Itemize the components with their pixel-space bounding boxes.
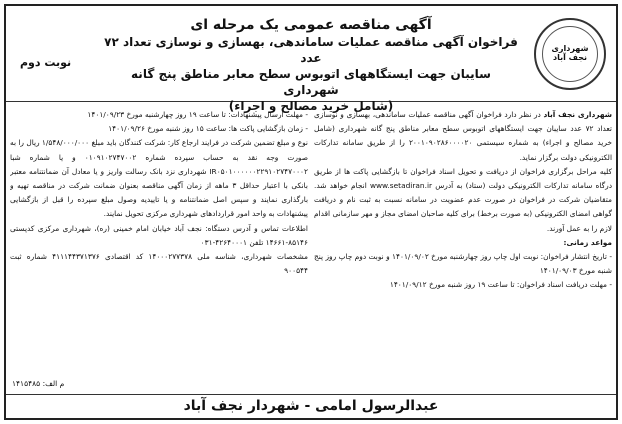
reference-number: م الف: ۱۴۱۵۴۸۵ [12, 379, 65, 388]
municipality-ids: مشخصات شهرداری، شناسه ملی ۱۴۰۰۰۲۷۷۳۷۸ کد اقتصادی ۴۱۱۱۴۴۳۷۱۳۷۶ شماره ثبت ۹۰۰۵۴۴ [10, 252, 308, 276]
intro-text: در نظر دارد فراخوان آگهی مناقصه عملیات ساماندهی، بهسازی و نوسازی تعداد ۷۲ عدد سایبان جهت ایستگاههای اتوبوس سطح معابر مناطق پنج گانه شهرداری (شامل خرید مصالح و اجراء) به شماره سیستمی ۲۰۰۱۰۹۰۲۸۶۰۰۰۰۲۰ را از طریق سامانه تدارکات الکترونیکی دولت برگزار نماید. [314, 110, 612, 162]
intro-paragraph [314, 108, 612, 165]
ad-title: آگهی مناقصه عمومی یک مرحله ای [190, 17, 432, 33]
municipality-name: شهرداری نجف آباد [543, 110, 612, 119]
ad-subtitle-3: (شامل خرید مصالح و اجراء) [228, 99, 394, 113]
submission-deadline: - مهلت ارسال پیشنهادات: تا ساعت ۱۹ روز چهارشنبه مورخ ۱۴۰۱/۰۹/۲۳ [87, 110, 308, 119]
publish-date: - تاریخ انتشار فراخوان: نوبت اول چاپ روز چهارشنبه مورخ ۱۴۰۱/۰۹/۰۲ و نوبت دوم چاپ روز پنج شنبه مورخ ۱۴۰۱/۰۹/۰۳ [314, 252, 612, 276]
publication-round-badge: نوبت دوم [20, 56, 72, 69]
deadlines-heading: مواعد زمانی: [563, 237, 612, 247]
process-paragraph: کلیه مراحل برگزاری فراخوان از دریافت و تحویل اسناد فراخوان تا بازگشایی پاکت ها از طریق درگاه سامانه تدارکات الکترونیکی دولت (ستاد) به آدرس www.setadiran.ir انجام خواهد شد. متقاضیان شرکت در فراخوان در صورت عدم عضویت در سامانه نسبت به ثبت نام و دریافت گواهی امضای الکترونیکی (به صورت برخط) برای کلیه صاحبان امضای مجاز و مهر سازمانی اقدام لازم را به عمل آورند. [314, 166, 612, 233]
signature-footer: عبدالرسول امامی - شهردار نجف آباد [6, 394, 616, 418]
ad-header [6, 6, 616, 113]
logo-text: شهرداری نجف آباد [542, 26, 598, 82]
document-deadline: - مهلت دریافت اسناد فراخوان: تا ساعت ۱۹ روز شنبه مورخ ۱۴۰۱/۰۹/۱۲ [389, 280, 612, 290]
opening-time: - زمان بازگشایی پاکت ها: ساعت ۱۵ روز شنبه مورخ ۱۴۰۱/۰۹/۲۶ [108, 124, 308, 134]
left-column [10, 108, 308, 278]
title-block [102, 16, 520, 114]
ad-subtitle-1: فراخوان آگهی مناقصه عملیات ساماندهی، بهسازی و نوسازی تعداد ۷۲ عدد [104, 35, 518, 65]
guarantee-paragraph: نوع و مبلغ تضمین شرکت در فرایند ارجاع کار: شرکت کنندگان باید مبلغ ۱/۵۴۸/۰۰۰/۰۰۰ ریال را به صورت وجه نقد به حساب سپرده شماره ۰۱۰۹۱۰۲۷۴۷۰۰۲ و یا شماره شبا IR۰۵۰۱۰۰۰۰۰۰۲۲۹۱۰۲۷۴۷۰۰۰۲ شهرداری نزد بانک رسالت واریز و یا معادل آن ضمانتنامه معتبر بانکی با اعتبار حداقل ۳ ماهه از زمان آگهی مناقصه بعنوان ضمانت شرکت در مناقصه تهیه و بارگذاری نمایند و سپس اصل ضمانتنامه و یا تاییدیه وصول مبلغ سپرده را قبل از بازگشایی پیشنهادات به واحد امور قراردادهای شهرداری مرکزی تحویل نمایند. [10, 138, 308, 219]
right-column [314, 108, 612, 293]
ad-subtitle-2: سایبان جهت ایستگاههای اتوبوس سطح معابر مناطق پنج گانه شهرداری [131, 67, 491, 97]
contact-info: اطلاعات تماس و آدرس دستگاه: نجف آباد خیابان امام خمینی (ره)، شهرداری مرکزی کدپستی ۸۵۱۴۶-۱۴۶۶۱ تلفن ۴۲۶۴۰۰۰۱-۰۳۱ [10, 223, 308, 247]
municipality-logo-icon [534, 18, 606, 90]
